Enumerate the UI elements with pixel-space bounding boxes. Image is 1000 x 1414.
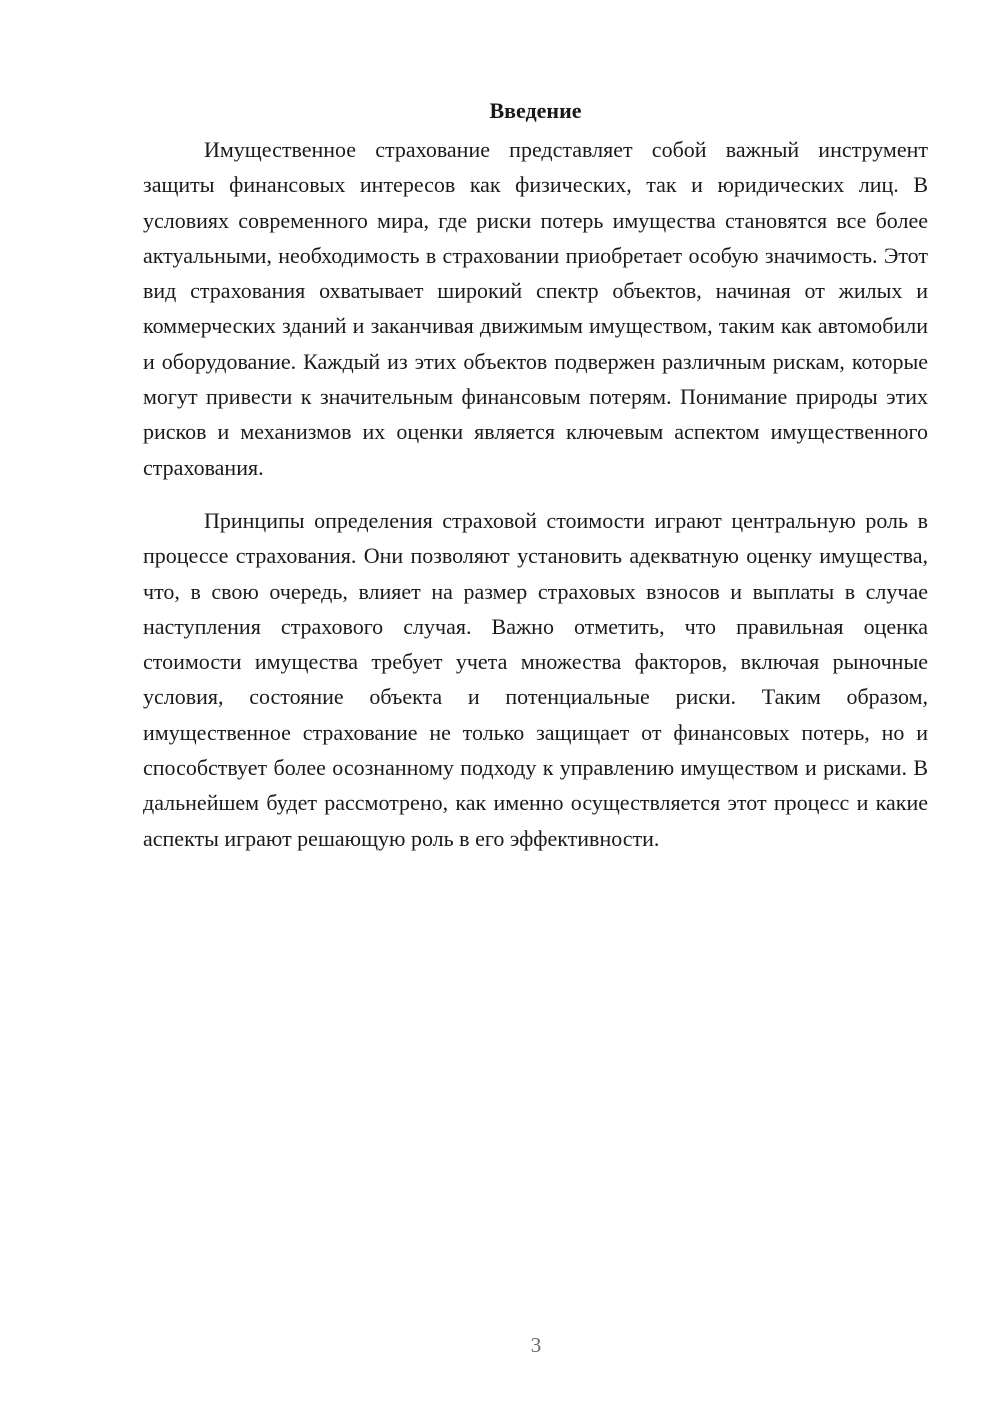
page-number: 3 [530, 1333, 542, 1357]
paragraph-2: Принципы определения страховой стоимости играют центральную роль в процессе страхования. Они позволяют установить адекватную оценку имущества, что, в свою очередь, влияет на размер страховых взносов и выплаты в случае наступления страхового случая. Важно отметить, что правильная оценка стоимости имущества требует учета множества факторов, включая рыночные условия, состояние объекта и потенциальные риски. Таким образом, имущественное страхование не только защищает от финансовых потерь, но и способствует более осознанному подходу к управлению имуществом и рисками. В дальнейшем будет рассмотрено, как именно осуществляется этот процесс и какие аспекты играют решающую роль в его эффективности. [143, 507, 928, 851]
section-title: Введение [489, 98, 582, 123]
paragraph-1: Имущественное страхование представляет собой важный инструмент защиты финансовых интересов как физических, так и юридических лиц. В условиях современного мира, где риски потерь имущества становятся все более актуальными, необходимость в страховании приобретает особую значимость. Этот вид страхования охватывает широкий спектр объектов, начиная от жилых и коммерческих зданий и заканчивая движимым имуществом, таким как автомобили и оборудование. Каждый из этих объектов подвержен различным рискам, которые могут привести к значительным финансовым потерям. Понимание природы этих рисков и механизмов их оценки является ключевым аспектом имущественного страхования. [143, 137, 928, 480]
page-content [143, 96, 928, 856]
